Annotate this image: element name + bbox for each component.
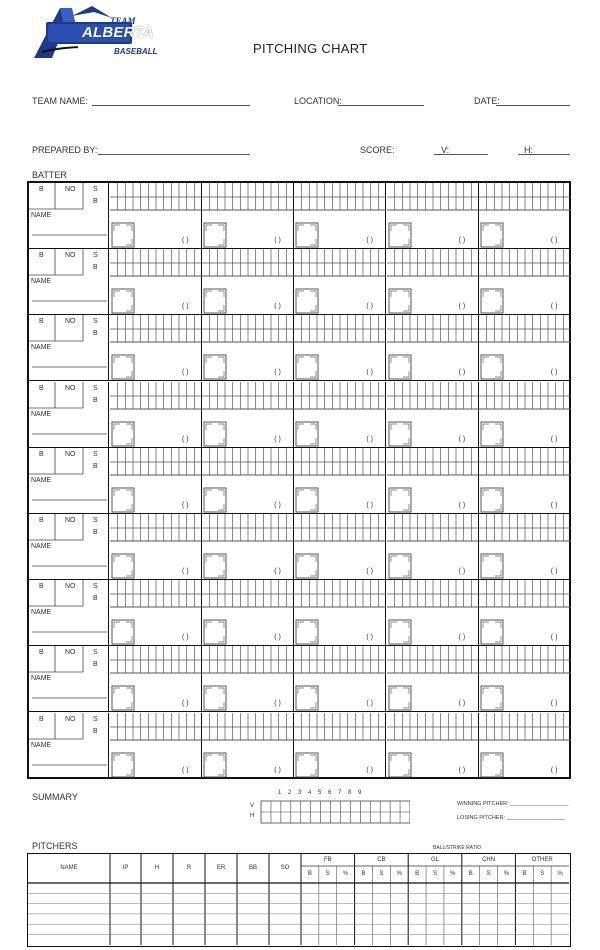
batter-info[interactable]: [29, 514, 109, 580]
summary-inning-number: 3: [298, 790, 302, 796]
batter-info-lines: [29, 315, 109, 381]
summary-score-boxes[interactable]: [250, 790, 410, 826]
batter-b-label: B: [39, 186, 44, 193]
pitch-cell[interactable]: [202, 713, 294, 779]
pitch-cell[interactable]: [479, 448, 571, 514]
pitch-cell[interactable]: [387, 183, 479, 249]
score-v-label: V:: [441, 145, 450, 155]
pitch-count-paren: ( ): [182, 369, 189, 377]
pitch-subcol-label: B: [415, 871, 420, 877]
batter-row: [29, 183, 569, 249]
batter-no-label: NO: [65, 583, 76, 591]
pitch-cell[interactable]: [294, 249, 386, 315]
batter-name-label: NAME: [31, 543, 52, 550]
pitch-group-gl: GL: [430, 857, 439, 863]
pitch-count-paren: ( ): [550, 766, 558, 774]
pitch-count-paren: ( ): [182, 303, 189, 311]
batter-info-lines: [29, 514, 109, 580]
batter-info-lines: [29, 713, 109, 779]
pitchers-col-bb: BB: [248, 865, 257, 871]
batter-s-label: S: [93, 252, 98, 260]
pitch-count-paren: ( ): [550, 501, 558, 509]
batter-row: [29, 315, 569, 381]
pitch-count-paren: ( ): [182, 435, 189, 443]
summary-inning-number: 6: [328, 790, 332, 796]
pitch-count-paren: ( ): [366, 568, 373, 575]
summary-inning-number: 2: [288, 790, 292, 796]
summary-inning-number: 9: [358, 790, 362, 796]
pitch-count-paren: ( ): [458, 501, 466, 509]
team-name-label: TEAM NAME:: [32, 96, 89, 106]
date-field[interactable]: [496, 105, 570, 106]
pitch-count-paren: ( ): [366, 700, 373, 708]
pitchers-col-r: R: [186, 865, 192, 871]
pitch-subcol-label: S: [325, 871, 330, 877]
pitch-count-paren: ( ): [458, 568, 466, 575]
batter-b-label: B: [39, 318, 44, 326]
pitch-count-paren: ( ): [458, 237, 466, 244]
pitch-cell[interactable]: [294, 514, 386, 580]
team-name-field[interactable]: [92, 105, 250, 106]
batter-s-label: S: [93, 450, 98, 458]
pitchers-table: [27, 853, 571, 947]
pitch-cell[interactable]: [202, 315, 294, 381]
batter-name-label: NAME: [31, 476, 52, 484]
pitch-group-fb: FB: [323, 857, 332, 863]
batter-info-lines: [29, 183, 109, 249]
pitch-count-paren: ( ): [274, 369, 281, 377]
pitchers-col-h: H: [154, 865, 160, 871]
pitch-cell[interactable]: [479, 315, 571, 381]
pitch-count-paren: ( ): [274, 237, 281, 244]
pitch-count-paren: ( ): [274, 766, 281, 774]
pitch-cell[interactable]: [387, 646, 479, 712]
batter-info[interactable]: [29, 580, 109, 646]
pitch-subcol-label: B: [307, 871, 312, 877]
score-label: SCORE:: [360, 145, 395, 155]
batter-no-label: NO: [65, 649, 76, 657]
pitch-cell[interactable]: [294, 382, 386, 448]
pitch-cell[interactable]: [387, 249, 479, 315]
pitch-count-paren: ( ): [366, 501, 373, 509]
pitch-subcol-label: B: [361, 871, 366, 877]
batter-info-lines: [29, 382, 109, 448]
pitch-cell[interactable]: [294, 580, 386, 646]
pitch-subcol-label: %: [557, 871, 563, 877]
batter-s-label: S: [93, 186, 98, 193]
pitch-cell[interactable]: [387, 514, 479, 580]
batter-b2-label: B: [93, 595, 98, 603]
pitch-cell[interactable]: [294, 183, 386, 249]
pitch-cell[interactable]: [110, 713, 202, 779]
pitch-group-other: OTHER: [531, 857, 553, 863]
pitch-cell[interactable]: [294, 713, 386, 779]
location-field[interactable]: [338, 105, 424, 106]
batter-no-label: NO: [65, 318, 76, 326]
pitch-cell[interactable]: [387, 580, 479, 646]
page-title: PITCHING CHART: [253, 41, 368, 56]
pitch-count-paren: ( ): [550, 435, 558, 443]
pitch-count-paren: ( ): [366, 435, 373, 443]
batter-row: [29, 646, 569, 712]
batter-info[interactable]: [29, 382, 109, 448]
pitch-count-paren: ( ): [366, 369, 373, 377]
pitch-cell[interactable]: [294, 646, 386, 712]
batter-b-label: B: [39, 252, 44, 260]
batter-s-label: S: [93, 649, 98, 657]
summary-grid: [250, 790, 410, 826]
batter-name-label: NAME: [31, 675, 52, 683]
pitch-subcol-label: %: [450, 871, 456, 877]
pitch-cell[interactable]: [479, 713, 571, 779]
pitch-count-paren: ( ): [458, 435, 466, 443]
pitch-cell[interactable]: [202, 448, 294, 514]
batter-info[interactable]: [29, 713, 109, 779]
pitch-count-paren: ( ): [458, 369, 466, 377]
pitch-count-paren: ( ): [182, 700, 189, 708]
batter-b2-label: B: [93, 727, 98, 735]
batter-b-label: B: [39, 715, 44, 723]
batter-no-label: NO: [65, 517, 76, 524]
pitch-cell[interactable]: [294, 448, 386, 514]
pitch-cell[interactable]: [387, 448, 479, 514]
pitchers-heading: PITCHERS: [32, 841, 78, 851]
batter-info[interactable]: [29, 183, 109, 249]
pitch-cell[interactable]: [110, 183, 202, 249]
batter-b-label: B: [39, 649, 44, 657]
batter-grid: [27, 181, 571, 779]
batter-b2-label: B: [93, 330, 98, 338]
pitchers-col-ip: IP: [122, 865, 129, 871]
batter-name-label: NAME: [31, 410, 52, 418]
summary-heading: SUMMARY: [32, 792, 78, 802]
pitch-cell[interactable]: [110, 514, 202, 580]
pitch-group-cb: CB: [377, 857, 386, 863]
batter-b2-label: B: [93, 462, 98, 470]
batter-s-label: S: [93, 384, 98, 392]
batter-no-label: NO: [65, 186, 76, 193]
logo-main-text: ALBERTA: [82, 24, 154, 41]
pitch-count-paren: ( ): [274, 568, 281, 575]
date-label: DATE:: [474, 96, 500, 106]
batter-b2-label: B: [93, 396, 98, 404]
batter-no-label: NO: [65, 715, 76, 723]
pitch-group-chn: CHN: [482, 857, 496, 863]
pitch-count-paren: ( ): [274, 435, 281, 443]
batter-s-label: S: [93, 517, 98, 524]
summary-inning-number: 4: [308, 790, 312, 796]
pitch-subcol-label: S: [486, 871, 491, 877]
batter-s-label: S: [93, 318, 98, 326]
batter-no-label: NO: [65, 384, 76, 392]
pitch-cell[interactable]: [294, 315, 386, 381]
batter-heading: BATTER: [32, 170, 67, 180]
batter-row: [29, 713, 569, 779]
pitch-cell[interactable]: [202, 514, 294, 580]
pitch-cell[interactable]: [110, 249, 202, 315]
pitch-count-paren: ( ): [366, 634, 373, 642]
batter-name-label: NAME: [31, 212, 52, 219]
team-alberta-logo: [32, 4, 158, 62]
batter-b2-label: B: [93, 529, 98, 536]
pitch-cell[interactable]: [202, 382, 294, 448]
pitch-subcol-label: B: [522, 871, 527, 877]
pitch-count-paren: ( ): [366, 303, 373, 311]
pitch-cell[interactable]: [110, 448, 202, 514]
score-h-field[interactable]: [518, 154, 570, 155]
batter-b-label: B: [39, 583, 44, 591]
batter-s-label: S: [93, 583, 98, 591]
pitch-count-paren: ( ): [274, 700, 281, 708]
batter-row: [29, 514, 569, 580]
pitch-cell[interactable]: [479, 514, 571, 580]
summary-team-label: H: [250, 813, 255, 819]
batter-no-label: NO: [65, 252, 76, 260]
pitch-cell[interactable]: [202, 183, 294, 249]
batter-s-label: S: [93, 715, 98, 723]
batter-name-label: NAME: [31, 609, 52, 617]
pitch-subcol-label: %: [503, 871, 510, 877]
pitch-cell[interactable]: [110, 580, 202, 646]
pitch-cell[interactable]: [202, 249, 294, 315]
pitch-count-paren: ( ): [182, 634, 189, 642]
ball-strike-ratio-label: BALL/STRIKE RATIO: [433, 845, 481, 851]
batter-b2-label: B: [93, 198, 98, 205]
batter-info[interactable]: [29, 646, 109, 712]
losing-pitcher-label[interactable]: LOSING PITCHER: ___________________: [457, 815, 565, 821]
batter-info-lines: [29, 448, 109, 514]
pitch-count-paren: ( ): [182, 237, 189, 244]
batter-info-lines: [29, 249, 109, 315]
batter-b2-label: B: [93, 264, 98, 272]
pitchers-col-er: ER: [216, 865, 226, 871]
pitch-count-paren: ( ): [366, 766, 373, 774]
pitch-cell[interactable]: [479, 183, 571, 249]
summary-inning-number: 8: [348, 790, 352, 796]
pitch-cell[interactable]: [387, 382, 479, 448]
prepared-by-label: PREPARED BY:: [32, 145, 98, 155]
pitch-count-paren: ( ): [274, 501, 281, 509]
pitch-count-paren: ( ): [274, 303, 281, 311]
pitch-count-paren: ( ): [458, 766, 466, 774]
pitch-cell[interactable]: [479, 580, 571, 646]
pitch-subcol-label: B: [468, 871, 473, 877]
pitch-count-paren: ( ): [366, 237, 373, 244]
pitchers-col-so: SO: [280, 865, 290, 871]
pitch-subcol-label: %: [396, 871, 402, 877]
pitch-cell[interactable]: [202, 580, 294, 646]
batter-b-label: B: [39, 384, 44, 392]
pitch-count-paren: ( ): [182, 501, 189, 509]
pitch-count-paren: ( ): [274, 634, 281, 642]
pitch-count-paren: ( ): [550, 568, 558, 575]
batter-b2-label: B: [93, 661, 98, 669]
pitch-count-paren: ( ): [458, 634, 466, 642]
pitch-count-paren: ( ): [182, 766, 189, 774]
pitch-cell[interactable]: [479, 249, 571, 315]
logo-sub-text: BASEBALL: [114, 47, 158, 56]
pitch-subcol-label: %: [342, 871, 349, 877]
pitch-subcol-label: S: [432, 871, 437, 877]
pitch-cell[interactable]: [202, 646, 294, 712]
batter-b-label: B: [39, 450, 44, 458]
pitch-count-paren: ( ): [550, 303, 558, 311]
batter-no-label: NO: [65, 450, 76, 458]
prepared-by-field[interactable]: [98, 154, 250, 155]
batter-name-label: NAME: [31, 278, 52, 286]
pitch-count-paren: ( ): [550, 634, 558, 642]
pitch-cell[interactable]: [479, 646, 571, 712]
pitch-count-paren: ( ): [550, 237, 558, 244]
pitch-count-paren: ( ): [458, 303, 466, 311]
score-h-label: H:: [524, 145, 533, 155]
pitch-count-paren: ( ): [458, 700, 466, 708]
batter-row: [29, 249, 569, 315]
summary-team-label: V: [250, 803, 255, 809]
summary-inning-number: 5: [318, 790, 322, 796]
batter-b-label: B: [39, 517, 44, 524]
batter-info-lines: [29, 580, 109, 646]
pitch-cell[interactable]: [110, 646, 202, 712]
batter-row: [29, 448, 569, 514]
pitch-count-paren: ( ): [550, 369, 558, 377]
score-v-field[interactable]: [434, 154, 488, 155]
batter-name-label: NAME: [31, 741, 52, 749]
pitch-subcol-label: S: [540, 871, 545, 877]
batter-info[interactable]: [29, 448, 109, 514]
location-label: LOCATION:: [294, 96, 342, 106]
pitch-cell[interactable]: [479, 382, 571, 448]
pitch-cell[interactable]: [110, 315, 202, 381]
batter-info[interactable]: [29, 249, 109, 315]
winning-pitcher-label[interactable]: WINNING PITCHER: ___________________: [457, 801, 569, 807]
pitch-subcol-label: S: [379, 871, 384, 877]
pitch-cell[interactable]: [387, 315, 479, 381]
pitch-count-paren: ( ): [182, 568, 189, 575]
pitchers-col-name: NAME: [60, 865, 78, 871]
batter-info[interactable]: [29, 315, 109, 381]
summary-inning-number: 7: [338, 790, 342, 796]
logo-team-text: TEAM: [110, 16, 136, 26]
batter-info-lines: [29, 646, 109, 712]
pitch-cell[interactable]: [110, 382, 202, 448]
batter-row: [29, 580, 569, 646]
pitch-cell[interactable]: [387, 713, 479, 779]
summary-inning-number: 1: [278, 790, 282, 796]
batter-name-label: NAME: [31, 344, 52, 352]
batter-row: [29, 382, 569, 448]
pitch-count-paren: ( ): [550, 700, 558, 708]
